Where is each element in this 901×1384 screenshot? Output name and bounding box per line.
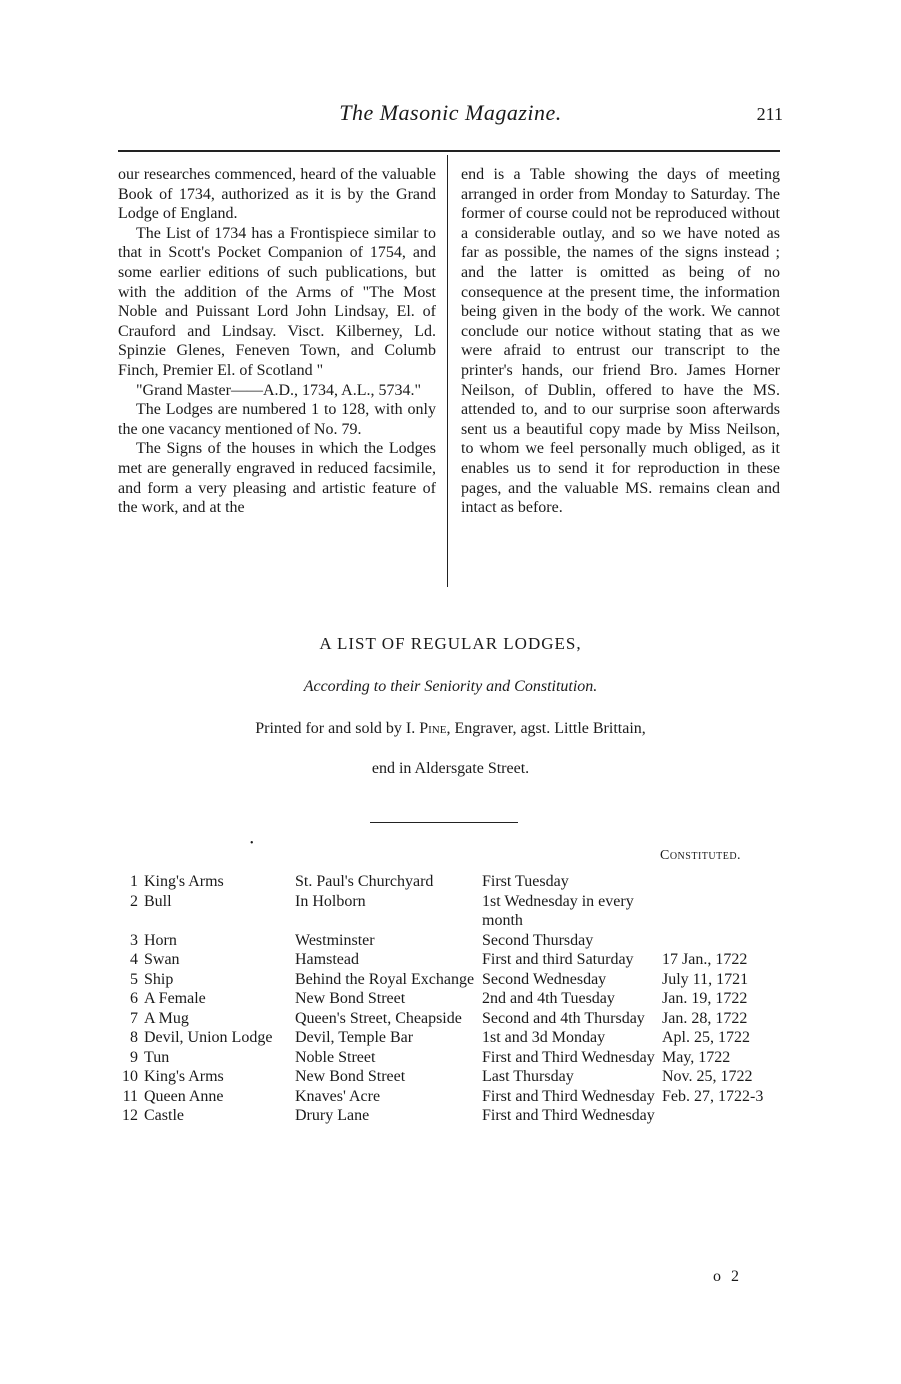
lodge-number: 11 bbox=[122, 1087, 138, 1105]
left-paragraph: The List of 1734 has a Frontispiece similar to that in Scott's Pocket Companion of 1754, and some earlier editions of such publications, but with the addition of the Arms of "The Most Noble and Puissant Lord John Lindsay, El. of Crauford and Lindsay. Visct. Kilberney, Ld. Spinzie Glenes, Feneven Town, and Columb Finch, Premier El. of Scotland " bbox=[118, 224, 436, 379]
constituted-header: Constituted. bbox=[660, 848, 742, 863]
page-number: 211 bbox=[756, 104, 783, 124]
lodge-number: 9 bbox=[130, 1048, 138, 1066]
left-paragraph: The Lodges are numbered 1 to 128, with only the one vacancy mentioned of No. 79. bbox=[118, 401, 436, 438]
lodge-number: 2 bbox=[130, 892, 138, 910]
section-subtitle: According to their Seniority and Constitution. bbox=[303, 678, 598, 695]
lodge-place: Westminster bbox=[295, 931, 375, 949]
table-row bbox=[118, 1067, 792, 1087]
lodge-constituted bbox=[662, 872, 792, 892]
lodge-sign: King's Arms bbox=[144, 1068, 224, 1085]
table-row bbox=[118, 1009, 792, 1029]
table-row bbox=[118, 931, 792, 951]
lodge-constituted: Nov. 25, 1722 bbox=[662, 1068, 753, 1085]
lodge-sign: Castle bbox=[144, 1107, 184, 1124]
lodge-constituted: Jan. 28, 1722 bbox=[662, 1009, 748, 1027]
running-head-title: The Masonic Magazine. bbox=[339, 100, 562, 125]
lodge-constituted: Jan. 19, 1722 bbox=[662, 990, 748, 1007]
lodge-place: Noble Street bbox=[295, 1048, 376, 1066]
lodge-place: In Holborn bbox=[295, 892, 366, 910]
left-paragraph: our researches commenced, heard of the valuable Book of 1734, authorized as it is by the Grand Lodge of England. bbox=[118, 166, 436, 223]
imprint-post: , Engraver, agst. Little Brittain, bbox=[446, 720, 646, 737]
lodge-meeting: Second Wednesday bbox=[482, 970, 607, 988]
table-row bbox=[118, 872, 792, 892]
lodge-number: 3 bbox=[130, 931, 138, 949]
table-row bbox=[118, 950, 792, 970]
column-divider bbox=[447, 155, 448, 587]
table-row bbox=[118, 1106, 792, 1126]
imprint-engraver-name: Pine bbox=[419, 720, 447, 737]
lodge-place: Knaves' Acre bbox=[295, 1087, 381, 1105]
left-paragraph: "Grand Master——A.D., 1734, A.L., 5734." bbox=[136, 381, 422, 399]
lodge-meeting: First and Third Wednesday bbox=[482, 1087, 655, 1105]
lodge-constituted bbox=[662, 892, 792, 931]
table-row bbox=[118, 989, 792, 1009]
lodge-meeting: First and Third Wednesday bbox=[482, 1107, 655, 1124]
lodge-sign: A Mug bbox=[144, 1009, 189, 1027]
lodge-place: St. Paul's Churchyard bbox=[295, 873, 434, 890]
lodge-number: 5 bbox=[130, 970, 138, 988]
lodge-meeting: First and third Saturday bbox=[482, 951, 634, 968]
section-rule bbox=[370, 822, 518, 823]
lodge-sign: Devil, Union Lodge bbox=[144, 1029, 273, 1046]
header-rule bbox=[118, 150, 780, 152]
lodge-place: Hamstead bbox=[295, 951, 359, 968]
lodge-number: 12 bbox=[122, 1107, 138, 1124]
imprint-line-2: end in Aldersgate Street. bbox=[371, 760, 530, 777]
left-paragraph: The Signs of the houses in which the Lodges met are generally engraved in reduced facsimile, and form a very pleasing and artistic feature of the work, and at the bbox=[118, 440, 436, 517]
right-paragraph: end is a Table showing the days of meeting arranged in order from Monday to Saturday. The former of course could not be reproduced without a considerable outlay, and so we have noted as far as possible, the names of the signs instead ; and the latter is omitted as being of no consequence at the present time, the information being given in the body of the work. We cannot conclude our notice without stating that as we were afraid to entrust our transcript to the printer's hands, our friend Bro. James Horner Neilson, of Dublin, offered to have the MS. attended to, and to our surprise soon afterwards sent us a beautiful copy made by Miss Neilson, to whom we feel personally much obliged, as it enables us to send it for reproduction in these pages, and the valuable MS. remains clean and intact as before. bbox=[461, 166, 780, 517]
lodge-constituted: Feb. 27, 1722-3 bbox=[662, 1087, 764, 1105]
imprint-line bbox=[0, 720, 901, 738]
table-row bbox=[118, 1028, 792, 1048]
lodge-sign: Swan bbox=[144, 951, 180, 968]
lodge-place: Behind the Royal Exchange bbox=[295, 970, 475, 988]
lodge-constituted: Apl. 25, 1722 bbox=[662, 1029, 750, 1046]
lodge-number: 7 bbox=[130, 1009, 138, 1027]
lodge-number: 6 bbox=[130, 990, 138, 1007]
signature-mark: o 2 bbox=[713, 1268, 742, 1285]
lodge-constituted: July 11, 1721 bbox=[662, 970, 749, 988]
lodge-meeting: Second and 4th Thursday bbox=[482, 1009, 645, 1027]
lodge-number: 1 bbox=[130, 873, 138, 890]
lodge-constituted bbox=[662, 1106, 792, 1126]
right-column bbox=[461, 165, 780, 518]
table-row bbox=[118, 1048, 792, 1068]
stray-dot: • bbox=[250, 838, 254, 849]
table-row bbox=[118, 892, 792, 931]
lodge-place: Drury Lane bbox=[295, 1107, 370, 1124]
lodge-constituted bbox=[662, 931, 792, 951]
imprint-pre: Printed for and sold by I. bbox=[255, 720, 420, 737]
section-title: A LIST OF REGULAR LODGES, bbox=[319, 634, 582, 653]
lodge-place: New Bond Street bbox=[295, 1068, 406, 1085]
lodge-meeting: 2nd and 4th Tuesday bbox=[482, 990, 615, 1007]
lodge-place: New Bond Street bbox=[295, 990, 406, 1007]
lodge-sign: King's Arms bbox=[144, 873, 224, 890]
lodge-place: Devil, Temple Bar bbox=[295, 1029, 414, 1046]
lodge-meeting: 1st Wednesday in every month bbox=[482, 892, 634, 929]
lodge-sign: Ship bbox=[144, 970, 174, 988]
lodge-meeting: First and Third Wednesday bbox=[482, 1048, 655, 1066]
lodge-meeting: First Tuesday bbox=[482, 873, 569, 890]
lodge-sign: Horn bbox=[144, 931, 177, 949]
lodge-place: Queen's Street, Cheapside bbox=[295, 1009, 462, 1027]
lodge-sign: Tun bbox=[144, 1048, 170, 1066]
lodge-table bbox=[118, 872, 792, 1126]
lodge-meeting: 1st and 3d Monday bbox=[482, 1029, 606, 1046]
lodge-number: 8 bbox=[130, 1029, 138, 1046]
lodge-constituted: May, 1722 bbox=[662, 1048, 731, 1066]
table-row bbox=[118, 970, 792, 990]
lodge-constituted: 17 Jan., 1722 bbox=[662, 951, 748, 968]
lodge-number: 10 bbox=[122, 1068, 138, 1085]
lodge-sign: A Female bbox=[144, 990, 206, 1007]
lodge-sign: Queen Anne bbox=[144, 1087, 224, 1105]
lodge-number: 4 bbox=[130, 951, 138, 968]
lodge-meeting: Second Thursday bbox=[482, 931, 594, 949]
table-row bbox=[118, 1087, 792, 1107]
lodge-sign: Bull bbox=[144, 892, 172, 910]
lodge-meeting: Last Thursday bbox=[482, 1068, 574, 1085]
left-column bbox=[118, 165, 436, 518]
